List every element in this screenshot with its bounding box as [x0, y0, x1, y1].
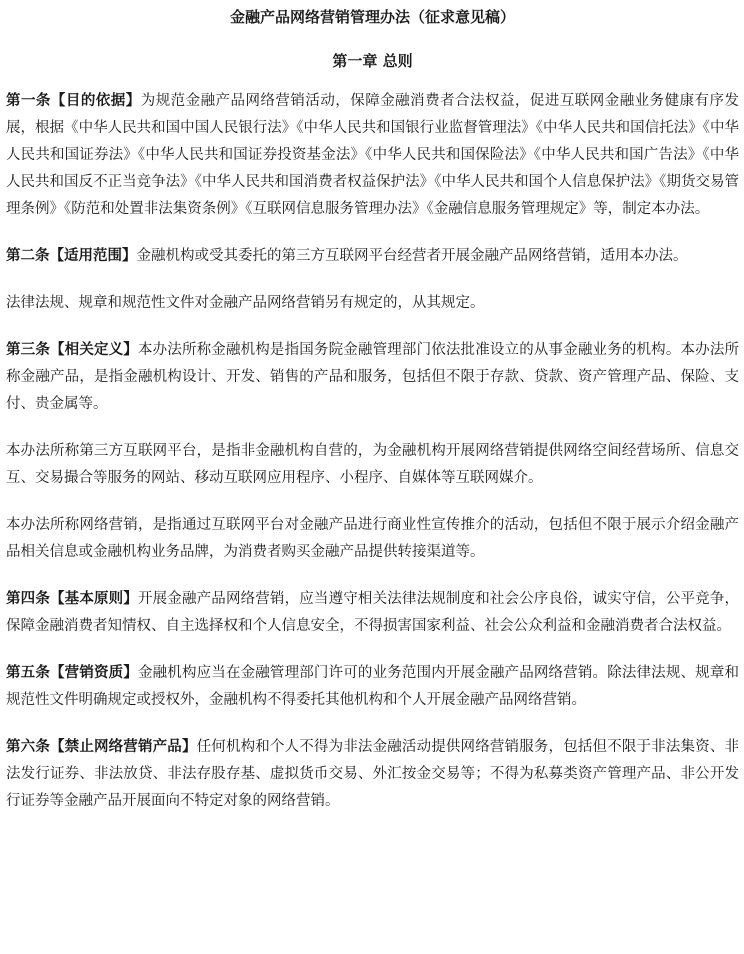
article-5	[6, 660, 739, 714]
article-text: 本办法所称网络营销，是指通过互联网平台对金融产品进行商业性宣传推介的活动，包括但不限于展示介绍金融产品相关信息或金融机构业务品牌，为消费者购买金融产品提供转接渠道等。	[6, 517, 739, 560]
article-2-paragraph-2	[6, 290, 739, 317]
article-heading: 第二条【适用范围】	[6, 248, 137, 264]
article-text: 开展金融产品网络营销，应当遵守相关法律法规制度和社会公序良俗，诚实守信，公平竞争，保障金融消费者知情权、自主选择权和个人信息安全，不得损害国家利益、社会公众利益和金融消费者合法权益。	[6, 591, 739, 634]
article-3	[6, 337, 739, 418]
article-text: 金融机构或受其委托的第三方互联网平台经营者开展金融产品网络营销，适用本办法。	[136, 248, 688, 264]
chapter-title: 第一章 总则	[332, 52, 413, 70]
article-text: 任何机构和个人不得为非法金融活动提供网络营销服务，包括但不限于非法集资、非法发行证券、非法放贷、非法存股存基、虚拟货币交易、外汇按金交易等；不得为私募类资产管理产品、非公开发行证券等金融产品开展面向不特定对象的网络营销。	[6, 739, 739, 809]
article-6	[6, 734, 739, 815]
article-heading: 第四条【基本原则】	[6, 591, 138, 607]
article-text: 法律法规、规章和规范性文件对金融产品网络营销另有规定的，从其规定。	[6, 295, 485, 311]
article-3-paragraph-3	[6, 512, 739, 566]
article-heading: 第五条【营销资质】	[6, 665, 138, 681]
article-list	[6, 88, 739, 815]
article-heading: 第六条【禁止网络营销产品】	[6, 739, 197, 755]
article-2	[6, 243, 739, 270]
article-3-paragraph-2	[6, 438, 739, 492]
article-heading: 第一条【目的依据】	[6, 93, 141, 109]
article-text: 本办法所称第三方互联网平台，是指非金融机构自营的，为金融机构开展网络营销提供网络空间经营场所、信息交互、交易撮合等服务的网站、移动互联网应用程序、小程序、自媒体等互联网媒介。	[6, 443, 739, 486]
article-text: 为规范金融产品网络营销活动，保障金融消费者合法权益，促进互联网金融业务健康有序发展，根据《中华人民共和国中国人民银行法》《中华人民共和国银行业监督管理法》《中华人民共和国信托法》《中华人民共和国证券法》《中华人民共和国证券投资基金法》《中华人民共和国保险法》《中华人民共和国广告法》《中华人民共和国反不正当竞争法》《中华人民共和国消费者权益保护法》《中华人民共和国个人信息保护法》《期货交易管理条例》《防范和处置非法集资条例》《互联网信息服务管理办法》《金融信息服务管理规定》等，制定本办法。	[6, 93, 739, 217]
article-4	[6, 586, 739, 640]
article-text: 金融机构应当在金融管理部门许可的业务范围内开展金融产品网络营销。除法律法规、规章和规范性文件明确规定或授权外，金融机构不得委托其他机构和个人开展金融产品网络营销。	[6, 665, 739, 708]
article-1	[6, 88, 739, 223]
article-heading: 第三条【相关定义】	[6, 342, 138, 358]
document-title: 金融产品网络营销管理办法（征求意见稿）	[229, 8, 515, 26]
article-text: 本办法所称金融机构是指国务院金融管理部门依法批准设立的从事金融业务的机构。本办法所称金融产品，是指金融机构设计、开发、销售的产品和服务，包括但不限于存款、贷款、资产管理产品、保险、支付、贵金属等。	[6, 342, 739, 412]
